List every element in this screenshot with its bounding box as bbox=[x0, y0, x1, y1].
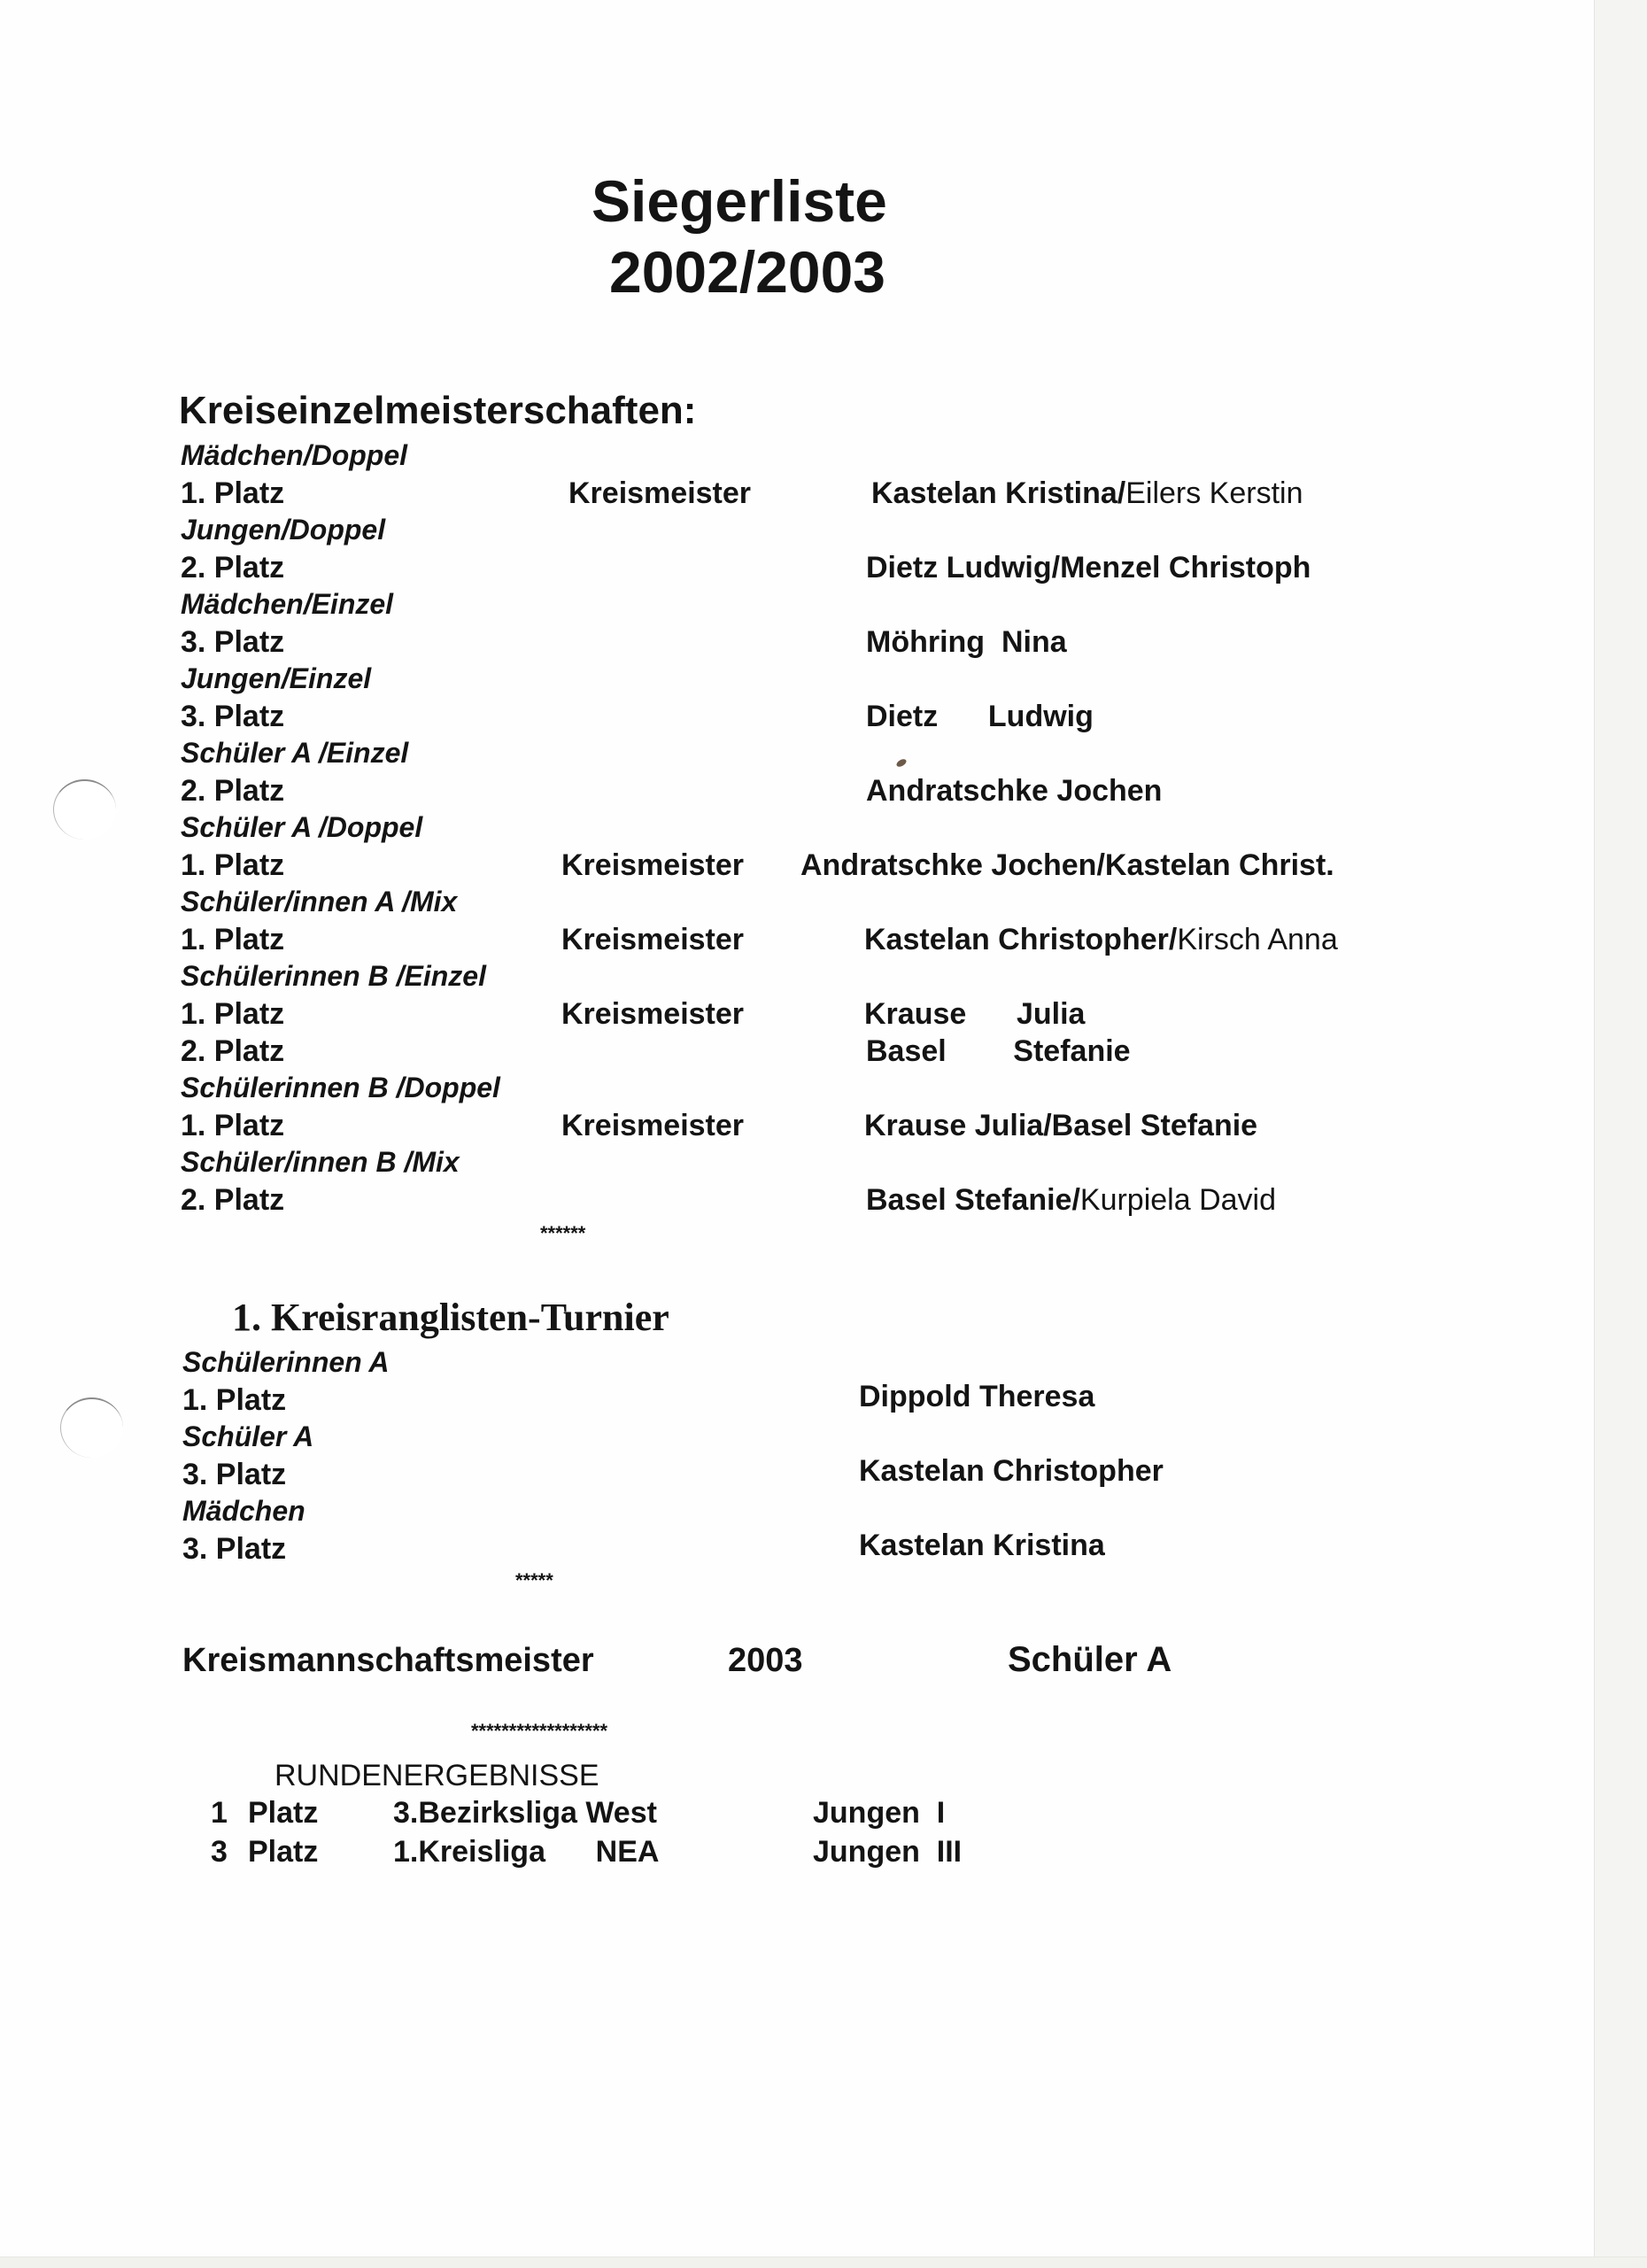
separator-stars: ****** bbox=[540, 1222, 586, 1244]
place-label: 1. Platz bbox=[181, 997, 285, 1031]
section-heading-kreisranglisten: 1. Kreisranglisten-Turnier bbox=[232, 1296, 669, 1339]
title-label: Kreismeister bbox=[561, 1109, 745, 1142]
place-label: 1. Platz bbox=[181, 476, 285, 510]
kreismannschaftsmeister-year: 2003 bbox=[728, 1642, 803, 1679]
place-label: 1. Platz bbox=[182, 1383, 287, 1417]
section-heading-kreiseinzelmeisterschaften: Kreiseinzelmeisterschaften: bbox=[179, 389, 697, 432]
place-label: 1. Platz bbox=[181, 1109, 285, 1142]
category-label: Mädchen bbox=[182, 1495, 305, 1527]
punch-hole-top bbox=[53, 779, 116, 840]
rundenergebnisse-heading: RUNDENERGEBNISSE bbox=[274, 1759, 599, 1792]
category-label: Schülerinnen B /Doppel bbox=[181, 1072, 500, 1103]
kreismannschaftsmeister-team: Schüler A bbox=[1008, 1640, 1172, 1679]
category-label: Mädchen/Einzel bbox=[181, 588, 394, 620]
separator-stars: ****************** bbox=[471, 1720, 608, 1742]
separator-stars: ***** bbox=[515, 1569, 553, 1591]
title-label: Kreismeister bbox=[568, 476, 752, 510]
title-label: Kreismeister bbox=[561, 997, 745, 1031]
title-label: Kreismeister bbox=[561, 923, 745, 956]
scan-edge-bottom bbox=[0, 2256, 1647, 2268]
place-label: 1. Platz bbox=[181, 923, 285, 956]
round-rank: 3 bbox=[211, 1835, 228, 1869]
place-label: 2. Platz bbox=[181, 1034, 285, 1068]
place-label: 1. Platz bbox=[181, 848, 285, 882]
place-label: 3. Platz bbox=[181, 700, 285, 733]
category-label: Jungen/Doppel bbox=[181, 514, 386, 546]
category-label: Mädchen/Doppel bbox=[181, 439, 408, 471]
title-label: Kreismeister bbox=[561, 848, 745, 882]
round-place-label: Platz bbox=[248, 1796, 319, 1830]
place-label: 2. Platz bbox=[181, 551, 285, 584]
winner-name: Kastelan Christopher/Kirsch Anna bbox=[864, 923, 1338, 956]
category-label: Schüler/innen A /Mix bbox=[181, 886, 458, 917]
winner-name: Kastelan Christopher bbox=[859, 1454, 1164, 1488]
category-label: Schüler A bbox=[182, 1420, 314, 1452]
category-label: Schüler A /Einzel bbox=[181, 737, 409, 769]
category-label: Schüler A /Doppel bbox=[181, 811, 423, 843]
category-label: Schülerinnen B /Einzel bbox=[181, 960, 486, 992]
punch-hole-bottom bbox=[60, 1397, 123, 1458]
round-league: 1.Kreisliga NEA bbox=[393, 1835, 660, 1869]
winner-name: Krause Julia bbox=[864, 997, 1086, 1031]
round-league: 3.Bezirksliga West bbox=[393, 1796, 657, 1830]
place-label: 3. Platz bbox=[182, 1532, 287, 1566]
round-place-label: Platz bbox=[248, 1835, 319, 1869]
category-label: Schüler/innen B /Mix bbox=[181, 1146, 460, 1178]
round-team: Jungen III bbox=[813, 1835, 963, 1869]
winner-name: Dietz Ludwig bbox=[866, 700, 1094, 733]
document-title: Siegerliste bbox=[592, 168, 887, 234]
round-team: Jungen I bbox=[813, 1796, 946, 1830]
winner-name: Dietz Ludwig/Menzel Christoph bbox=[866, 551, 1311, 584]
place-label: 3. Platz bbox=[181, 625, 285, 659]
winner-name: Andratschke Jochen bbox=[866, 774, 1163, 808]
place-label: 3. Platz bbox=[182, 1458, 287, 1491]
winner-name: Dippold Theresa bbox=[859, 1380, 1095, 1413]
winner-name: Kastelan Kristina bbox=[859, 1529, 1105, 1562]
round-rank: 1 bbox=[211, 1796, 228, 1830]
kreismannschaftsmeister-label: Kreismannschaftsmeister bbox=[182, 1642, 594, 1679]
winner-name: Krause Julia/Basel Stefanie bbox=[864, 1109, 1258, 1142]
place-label: 2. Platz bbox=[181, 1183, 285, 1217]
category-label: Jungen/Einzel bbox=[181, 662, 372, 694]
document-season: 2002/2003 bbox=[609, 239, 885, 305]
category-label: Schülerinnen A bbox=[182, 1346, 390, 1378]
winner-name: Basel Stefanie bbox=[866, 1034, 1131, 1068]
scan-edge-right bbox=[1594, 0, 1647, 2267]
winner-name: Basel Stefanie/Kurpiela David bbox=[866, 1183, 1277, 1217]
winner-name: Möhring Nina bbox=[866, 625, 1067, 659]
winner-name: Kastelan Kristina/Eilers Kerstin bbox=[871, 476, 1303, 510]
winner-name: Andratschke Jochen/Kastelan Christ. bbox=[800, 848, 1334, 882]
place-label: 2. Platz bbox=[181, 774, 285, 808]
